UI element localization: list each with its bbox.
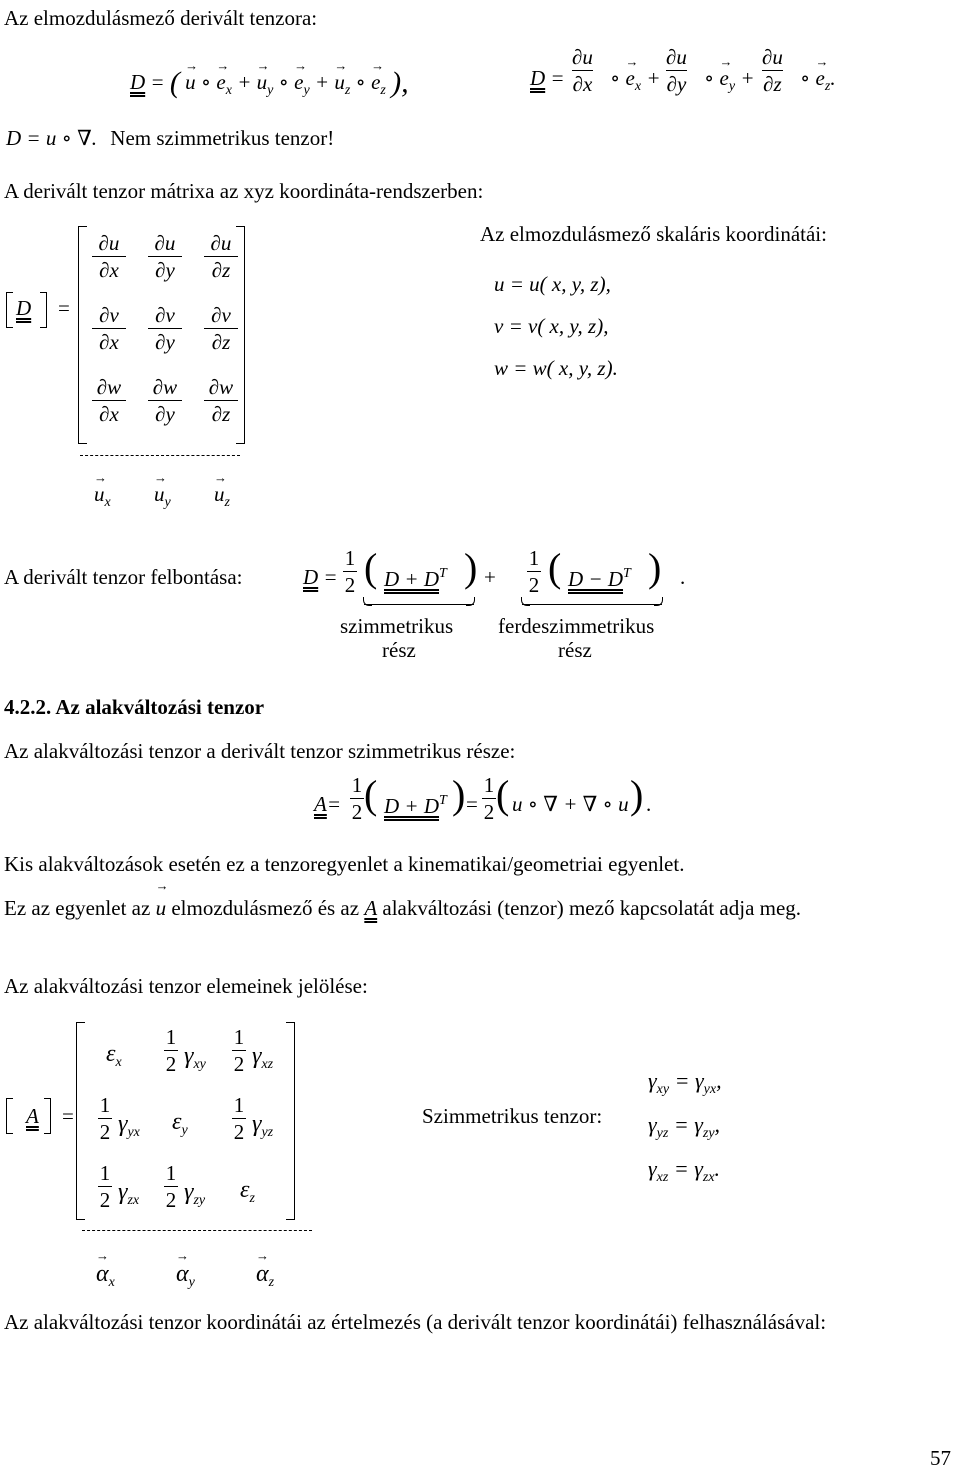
- frac-du-dx: ∂u ∂x: [572, 45, 593, 97]
- punct: ,: [716, 1068, 722, 1093]
- bracket-d-right: [40, 292, 47, 328]
- symmetric-line: [648, 1070, 722, 1097]
- frac-du-dy: ∂u ∂y: [666, 45, 687, 97]
- half-yz: [232, 1094, 246, 1143]
- half-zy: [164, 1162, 178, 1211]
- cell-num: ∂w: [96, 375, 122, 399]
- gam-sym: γ: [118, 1179, 128, 1205]
- strain-end: .: [646, 792, 652, 816]
- brace-skew: [522, 604, 662, 605]
- term-ey: ∘ → $e_y$ +: [704, 68, 755, 94]
- gamma: γ: [694, 1112, 703, 1137]
- eps-sym: ε: [172, 1109, 182, 1135]
- cell-den: ∂x: [99, 258, 119, 283]
- matrix-a-dash: [82, 1230, 312, 1231]
- eps-sub: y: [181, 1123, 188, 1138]
- eq: =: [669, 1068, 695, 1093]
- scalar-u: u = u( x, y, z),: [494, 272, 611, 296]
- cell-num: ∂w: [152, 375, 178, 399]
- strain-paren-open-2: (: [496, 772, 510, 817]
- bracket-a-right: [44, 1098, 51, 1134]
- alpha-vec: → α: [256, 1262, 269, 1286]
- symmetric-label: Szimmetrikus tenzor:: [422, 1104, 603, 1128]
- sub-left: yz: [656, 1126, 669, 1141]
- bracket-a-left: [6, 1098, 13, 1134]
- cell-den: ∂x: [99, 402, 119, 427]
- brace-sym: [364, 604, 474, 605]
- cell-bar: [92, 256, 126, 257]
- half-zx: [98, 1162, 112, 1211]
- eps-sub: z: [249, 1191, 255, 1206]
- eq-d-sum: D = ( → u ∘ → $e_x$ + → $u_y$ ∘ → $e_y$ + → $u_z$ ∘ → $e_z$ ),: [130, 68, 409, 98]
- matrix-d-lhs: D: [16, 296, 32, 320]
- para-relation: Ez az egyenlet az → u elmozdulásmező és az A alakváltozási (tenzor) mező kapcsolatát adja meg.: [4, 892, 956, 925]
- term-ez: ∘ → $e_z$.: [800, 68, 836, 94]
- eq-nabla-line: D = u ∘ ∇. Nem szimmetrikus tenzor!: [6, 126, 335, 150]
- two: 2: [165, 1188, 177, 1213]
- gam-sym: γ: [118, 1111, 128, 1137]
- decomp-paren-close-1: ): [464, 545, 478, 590]
- decomp-half-1: 1 2: [344, 546, 356, 598]
- column-vector-u: [214, 484, 230, 510]
- cell-num: ∂u: [98, 231, 120, 255]
- cell-bar: [204, 400, 238, 401]
- gamma-zx: [118, 1180, 139, 1208]
- eps-sym: ε: [106, 1041, 116, 1067]
- matrix-d-cell: [92, 376, 126, 425]
- matrix-d-cell: [148, 232, 182, 281]
- matrix-a-bracket-right: [286, 1022, 295, 1220]
- eq: =: [668, 1112, 695, 1137]
- decomp-skew: $D - D^T$: [568, 566, 631, 591]
- para-small-strain: Kis alakváltozások esetén ez a tenzoregyenlet a kinematikai/geometriai egyenlet.: [4, 852, 685, 876]
- matrix-a-bracket-left: [76, 1022, 85, 1220]
- decomp-plus: +: [484, 565, 496, 589]
- gam-sub: xy: [193, 1057, 206, 1072]
- decomp-sym: $D + D^T$: [384, 566, 447, 591]
- alpha-y: [176, 1262, 195, 1290]
- cell-bar: [148, 328, 182, 329]
- sub-right: zx: [702, 1170, 715, 1185]
- gam-sym: γ: [252, 1111, 262, 1137]
- two: 2: [99, 1120, 111, 1145]
- matrix-d-dash: [80, 455, 240, 456]
- gamma: γ: [648, 1112, 657, 1137]
- decomp-half-2: 1 2: [528, 546, 540, 598]
- cell-bar: [92, 328, 126, 329]
- gamma-yz: [252, 1112, 273, 1140]
- decomp-label: A derivált tenzor felbontása:: [4, 565, 243, 589]
- scalar-coords-title: Az elmozdulásmező skaláris koordinátái:: [480, 222, 827, 246]
- alpha-x: [96, 1262, 115, 1290]
- strain-paren-close-2: ): [630, 772, 644, 817]
- two: 2: [165, 1052, 177, 1077]
- gamma-xz: [252, 1044, 273, 1072]
- gam-sub: zx: [127, 1193, 140, 1208]
- half-xy: [164, 1026, 178, 1075]
- strain-expr1: $D + D^T$: [384, 793, 447, 818]
- cell-num: ∂u: [210, 231, 232, 255]
- strain-paren-open-1: (: [364, 772, 378, 817]
- two: 2: [233, 1052, 245, 1077]
- skew-label-2: rész: [558, 638, 592, 662]
- u-vec: → u: [214, 484, 225, 505]
- cell-den: ∂z: [211, 258, 231, 283]
- cell-den: ∂z: [211, 330, 231, 355]
- matrix-d-cell: [148, 304, 182, 353]
- scalar-w: w = w( x, y, z).: [494, 356, 618, 380]
- alpha-sub: y: [188, 1275, 195, 1290]
- cell-num: ∂v: [211, 303, 231, 327]
- page-number: 57: [930, 1446, 951, 1470]
- sub-left: xz: [656, 1170, 669, 1185]
- eps-sym: ε: [240, 1177, 250, 1203]
- u-sub: z: [224, 495, 230, 510]
- cell-bar: [148, 256, 182, 257]
- matrix-d-eq: =: [58, 296, 70, 320]
- epsilon-y: [172, 1110, 188, 1138]
- one: 1: [165, 1161, 177, 1185]
- bracket-d-left: [6, 292, 13, 328]
- matrix-d-cell: [204, 304, 238, 353]
- gam-sub: yx: [127, 1125, 140, 1140]
- final-paragraph: Az alakváltozási tenzor koordinátái az értelmezés (a derivált tenzor koordinátái) felhasználásával:: [4, 1310, 827, 1334]
- epsilon-z: [240, 1178, 255, 1206]
- matrix-a-eq: =: [62, 1104, 74, 1128]
- cell-den: ∂z: [211, 402, 231, 427]
- one: 1: [233, 1093, 245, 1117]
- decomp-end: .: [680, 565, 686, 589]
- epsilon-x: [106, 1042, 122, 1070]
- gamma: γ: [694, 1156, 703, 1181]
- gam-sym: γ: [184, 1043, 194, 1069]
- eq: =: [668, 1156, 695, 1181]
- matrix-d-cell: [204, 376, 238, 425]
- one: 1: [165, 1025, 177, 1049]
- gamma: γ: [648, 1068, 657, 1093]
- section-title: 4.2.2. Az alakváltozási tenzor: [4, 695, 265, 719]
- cell-den: ∂x: [99, 330, 119, 355]
- cell-bar: [92, 400, 126, 401]
- alpha-sub: x: [108, 1275, 115, 1290]
- symmetric-line: [648, 1114, 720, 1141]
- cell-den: ∂y: [155, 330, 175, 355]
- cell-den: ∂y: [155, 402, 175, 427]
- cell-den: ∂y: [155, 258, 175, 283]
- bar: [164, 1050, 178, 1051]
- u-sub: y: [164, 495, 171, 510]
- strain-expr2: u ∘ ∇ + ∇ ∘ u: [512, 792, 629, 816]
- decomp-paren-open-1: (: [364, 545, 378, 590]
- strain-lhs: A=: [314, 792, 341, 816]
- bar: [98, 1186, 112, 1187]
- gamma-yx: [118, 1112, 140, 1140]
- gam-sub: zy: [193, 1193, 206, 1208]
- sub-left: xy: [656, 1082, 670, 1097]
- alpha-sub: z: [268, 1275, 275, 1290]
- gamma: γ: [648, 1156, 657, 1181]
- column-vector-u: [154, 484, 171, 510]
- strain-intro: Az alakváltozási tenzor a derivált tenzor szimmetrikus része:: [4, 739, 516, 763]
- cell-num: ∂u: [154, 231, 176, 255]
- eps-sub: x: [115, 1055, 122, 1070]
- gam-sub: xz: [261, 1057, 274, 1072]
- decomp-paren-close-2: ): [648, 545, 662, 590]
- punct: ,: [714, 1112, 721, 1137]
- strain-paren-close-1: ): [452, 772, 466, 817]
- alpha-z: [256, 1262, 274, 1290]
- one: 1: [99, 1161, 111, 1185]
- matrix-d-cell: [148, 376, 182, 425]
- alpha-vec: → α: [176, 1262, 189, 1286]
- bar: [232, 1050, 246, 1051]
- strain-eq2: =: [466, 792, 478, 816]
- gam-sym: γ: [184, 1179, 194, 1205]
- decomp-paren-open-2: (: [548, 545, 562, 590]
- sub-right: zy: [702, 1126, 715, 1141]
- two: 2: [233, 1120, 245, 1145]
- gamma-xy: [184, 1044, 206, 1072]
- cell-num: ∂v: [155, 303, 175, 327]
- skew-label-1: ferdeszimmetrikus: [498, 614, 655, 638]
- bar: [164, 1186, 178, 1187]
- matrix-d-cell: [204, 232, 238, 281]
- cell-num: ∂w: [208, 375, 234, 399]
- matrix-d-cell: [92, 304, 126, 353]
- u-sub: x: [104, 495, 111, 510]
- notation-intro: Az alakváltozási tenzor elemeinek jelölése:: [4, 974, 368, 998]
- cell-bar: [148, 400, 182, 401]
- matrix-d-bracket-left: [78, 226, 87, 444]
- frac-du-dz: ∂u ∂z: [762, 45, 783, 97]
- u-vec: → u: [154, 484, 165, 505]
- strain-half-1: 1 2: [351, 773, 363, 825]
- sym-label-2: rész: [382, 638, 416, 662]
- gamma-zy: [184, 1180, 205, 1208]
- gamma: γ: [694, 1068, 704, 1093]
- column-vector-u: [94, 484, 111, 510]
- matrix-d-cell: [92, 232, 126, 281]
- gam-sub: yz: [261, 1125, 274, 1140]
- cell-bar: [204, 328, 238, 329]
- matrix-a-lhs: A: [26, 1104, 39, 1128]
- sym-label-1: szimmetrikus: [340, 614, 454, 638]
- heading-derived: Az elmozdulásmező derivált tenzora:: [4, 6, 318, 30]
- u-vec: → u: [94, 484, 105, 505]
- two: 2: [99, 1188, 111, 1213]
- alpha-vec: → α: [96, 1262, 109, 1286]
- strain-half-2: 1 2: [483, 773, 495, 825]
- term-ex: ∘ → $e_x$ +: [610, 68, 661, 94]
- decomp-lhs: D =: [303, 565, 338, 589]
- scalar-v: v = v( x, y, z),: [494, 314, 609, 338]
- cell-num: ∂v: [99, 303, 119, 327]
- one: 1: [233, 1025, 245, 1049]
- cell-bar: [204, 256, 238, 257]
- punct: .: [714, 1156, 721, 1181]
- bar: [232, 1118, 246, 1119]
- matrix-intro: A derivált tenzor mátrixa az xyz koordináta-rendszerben:: [4, 179, 484, 203]
- one: 1: [99, 1093, 111, 1117]
- sub-right: yx: [703, 1082, 717, 1097]
- gam-sym: γ: [252, 1043, 262, 1069]
- eq-d-partial: D =: [530, 66, 565, 90]
- symmetric-line: [648, 1158, 720, 1185]
- half-yx: [98, 1094, 112, 1143]
- half-xz: [232, 1026, 246, 1075]
- bar: [98, 1118, 112, 1119]
